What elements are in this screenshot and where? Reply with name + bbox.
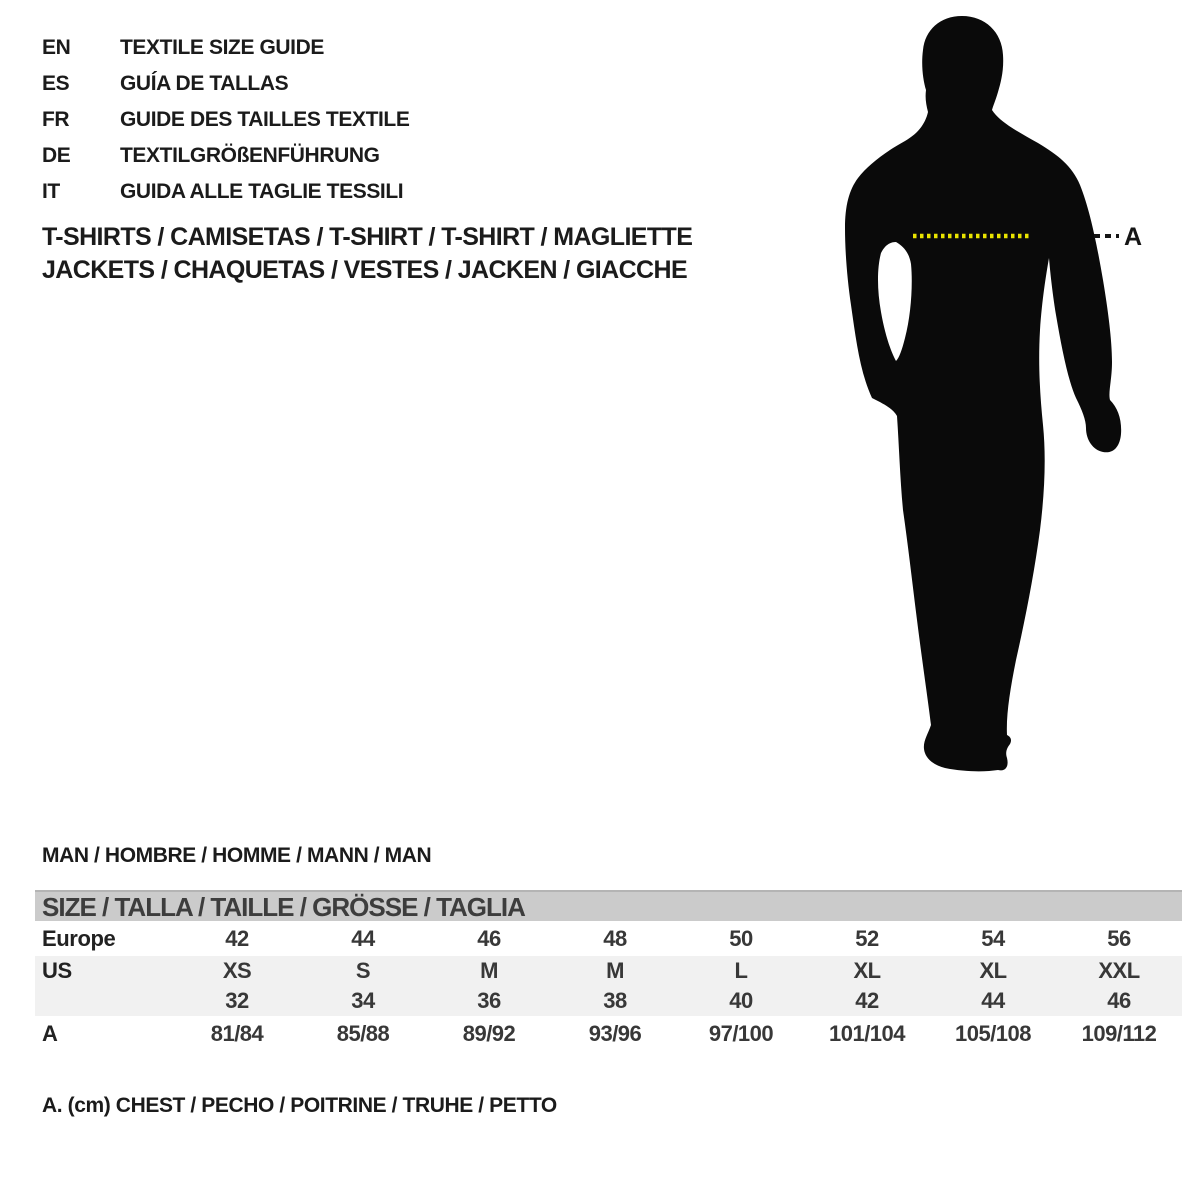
size-cell: 97/100 bbox=[708, 1020, 774, 1046]
size-cell: XL bbox=[853, 958, 881, 983]
size-cell: 109/112 bbox=[1081, 1020, 1157, 1046]
size-table-header: SIZE / TALLA / TAILLE / GRÖSSE / TAGLIA bbox=[35, 890, 1182, 921]
size-cell: 85/88 bbox=[336, 1020, 390, 1046]
size-cell: 34 bbox=[351, 988, 375, 1013]
category-jackets: JACKETS / CHAQUETAS / VESTES / JACKEN / GIACCHE bbox=[42, 256, 688, 284]
measure-label-a: A bbox=[1124, 223, 1143, 251]
size-cell: 36 bbox=[477, 988, 501, 1013]
measurement-footnote: A. (cm) CHEST / PECHO / POITRINE / TRUHE / PETTO bbox=[42, 1094, 557, 1117]
table-row-chest-a bbox=[35, 1016, 1182, 1051]
language-code: EN bbox=[42, 36, 71, 59]
size-cell: XS bbox=[222, 958, 252, 983]
section-title-man: MAN / HOMBRE / HOMME / MANN / MAN bbox=[42, 844, 432, 867]
row-label: A bbox=[42, 1020, 58, 1046]
size-cell: M bbox=[480, 958, 498, 983]
size-cell: 42 bbox=[855, 988, 879, 1013]
row-label: Europe bbox=[42, 925, 116, 951]
table-row-us bbox=[35, 956, 1182, 986]
category-tshirts: T-SHIRTS / CAMISETAS / T-SHIRT / T-SHIRT / MAGLIETTE bbox=[42, 223, 693, 251]
size-cell: 42 bbox=[225, 925, 249, 951]
size-cell: 44 bbox=[351, 925, 375, 951]
size-cell: M bbox=[606, 958, 624, 983]
size-table bbox=[35, 890, 1182, 1051]
language-title: GUÍA DE TALLAS bbox=[120, 72, 289, 95]
size-cell: 89/92 bbox=[462, 1020, 516, 1046]
size-cell: 38 bbox=[603, 988, 627, 1013]
man-silhouette bbox=[845, 16, 1121, 771]
list-item bbox=[42, 102, 409, 138]
language-code: IT bbox=[42, 180, 60, 203]
size-cell: 105/108 bbox=[954, 1020, 1032, 1046]
list-item bbox=[42, 174, 409, 210]
list-item bbox=[42, 66, 409, 102]
size-cell: 40 bbox=[729, 988, 753, 1013]
table-row-alt-numeric bbox=[35, 986, 1182, 1016]
language-code: ES bbox=[42, 72, 70, 95]
size-cell: 46 bbox=[1107, 988, 1131, 1013]
size-cell: 56 bbox=[1107, 925, 1131, 951]
size-cell: S bbox=[355, 958, 371, 983]
size-cell: 32 bbox=[225, 988, 249, 1013]
language-title: GUIDA ALLE TAGLIE TESSILI bbox=[120, 180, 404, 203]
size-cell: 48 bbox=[603, 925, 627, 951]
language-title: GUIDE DES TAILLES TEXTILE bbox=[120, 108, 410, 131]
size-cell: 93/96 bbox=[588, 1020, 642, 1046]
size-cell: XXL bbox=[1098, 958, 1140, 983]
size-cell: 44 bbox=[981, 988, 1005, 1013]
language-title: TEXTILE SIZE GUIDE bbox=[120, 36, 324, 59]
size-cell: 101/104 bbox=[828, 1020, 906, 1046]
size-cell: XL bbox=[979, 958, 1007, 983]
list-item bbox=[42, 30, 409, 66]
garment-categories bbox=[42, 221, 692, 287]
language-list bbox=[42, 30, 409, 210]
size-cell: 46 bbox=[477, 925, 501, 951]
man-silhouette-figure bbox=[830, 0, 1200, 790]
size-cell: 52 bbox=[855, 925, 879, 951]
row-label: US bbox=[42, 958, 72, 983]
table-row-europe bbox=[35, 921, 1182, 956]
list-item bbox=[42, 138, 409, 174]
language-code: DE bbox=[42, 144, 71, 167]
language-title: TEXTILGRÖßENFÜHRUNG bbox=[120, 144, 380, 167]
size-cell: 50 bbox=[729, 925, 753, 951]
language-code: FR bbox=[42, 108, 70, 131]
size-cell: L bbox=[734, 958, 748, 983]
size-cell: 54 bbox=[981, 925, 1005, 951]
size-cell: 81/84 bbox=[210, 1020, 264, 1046]
